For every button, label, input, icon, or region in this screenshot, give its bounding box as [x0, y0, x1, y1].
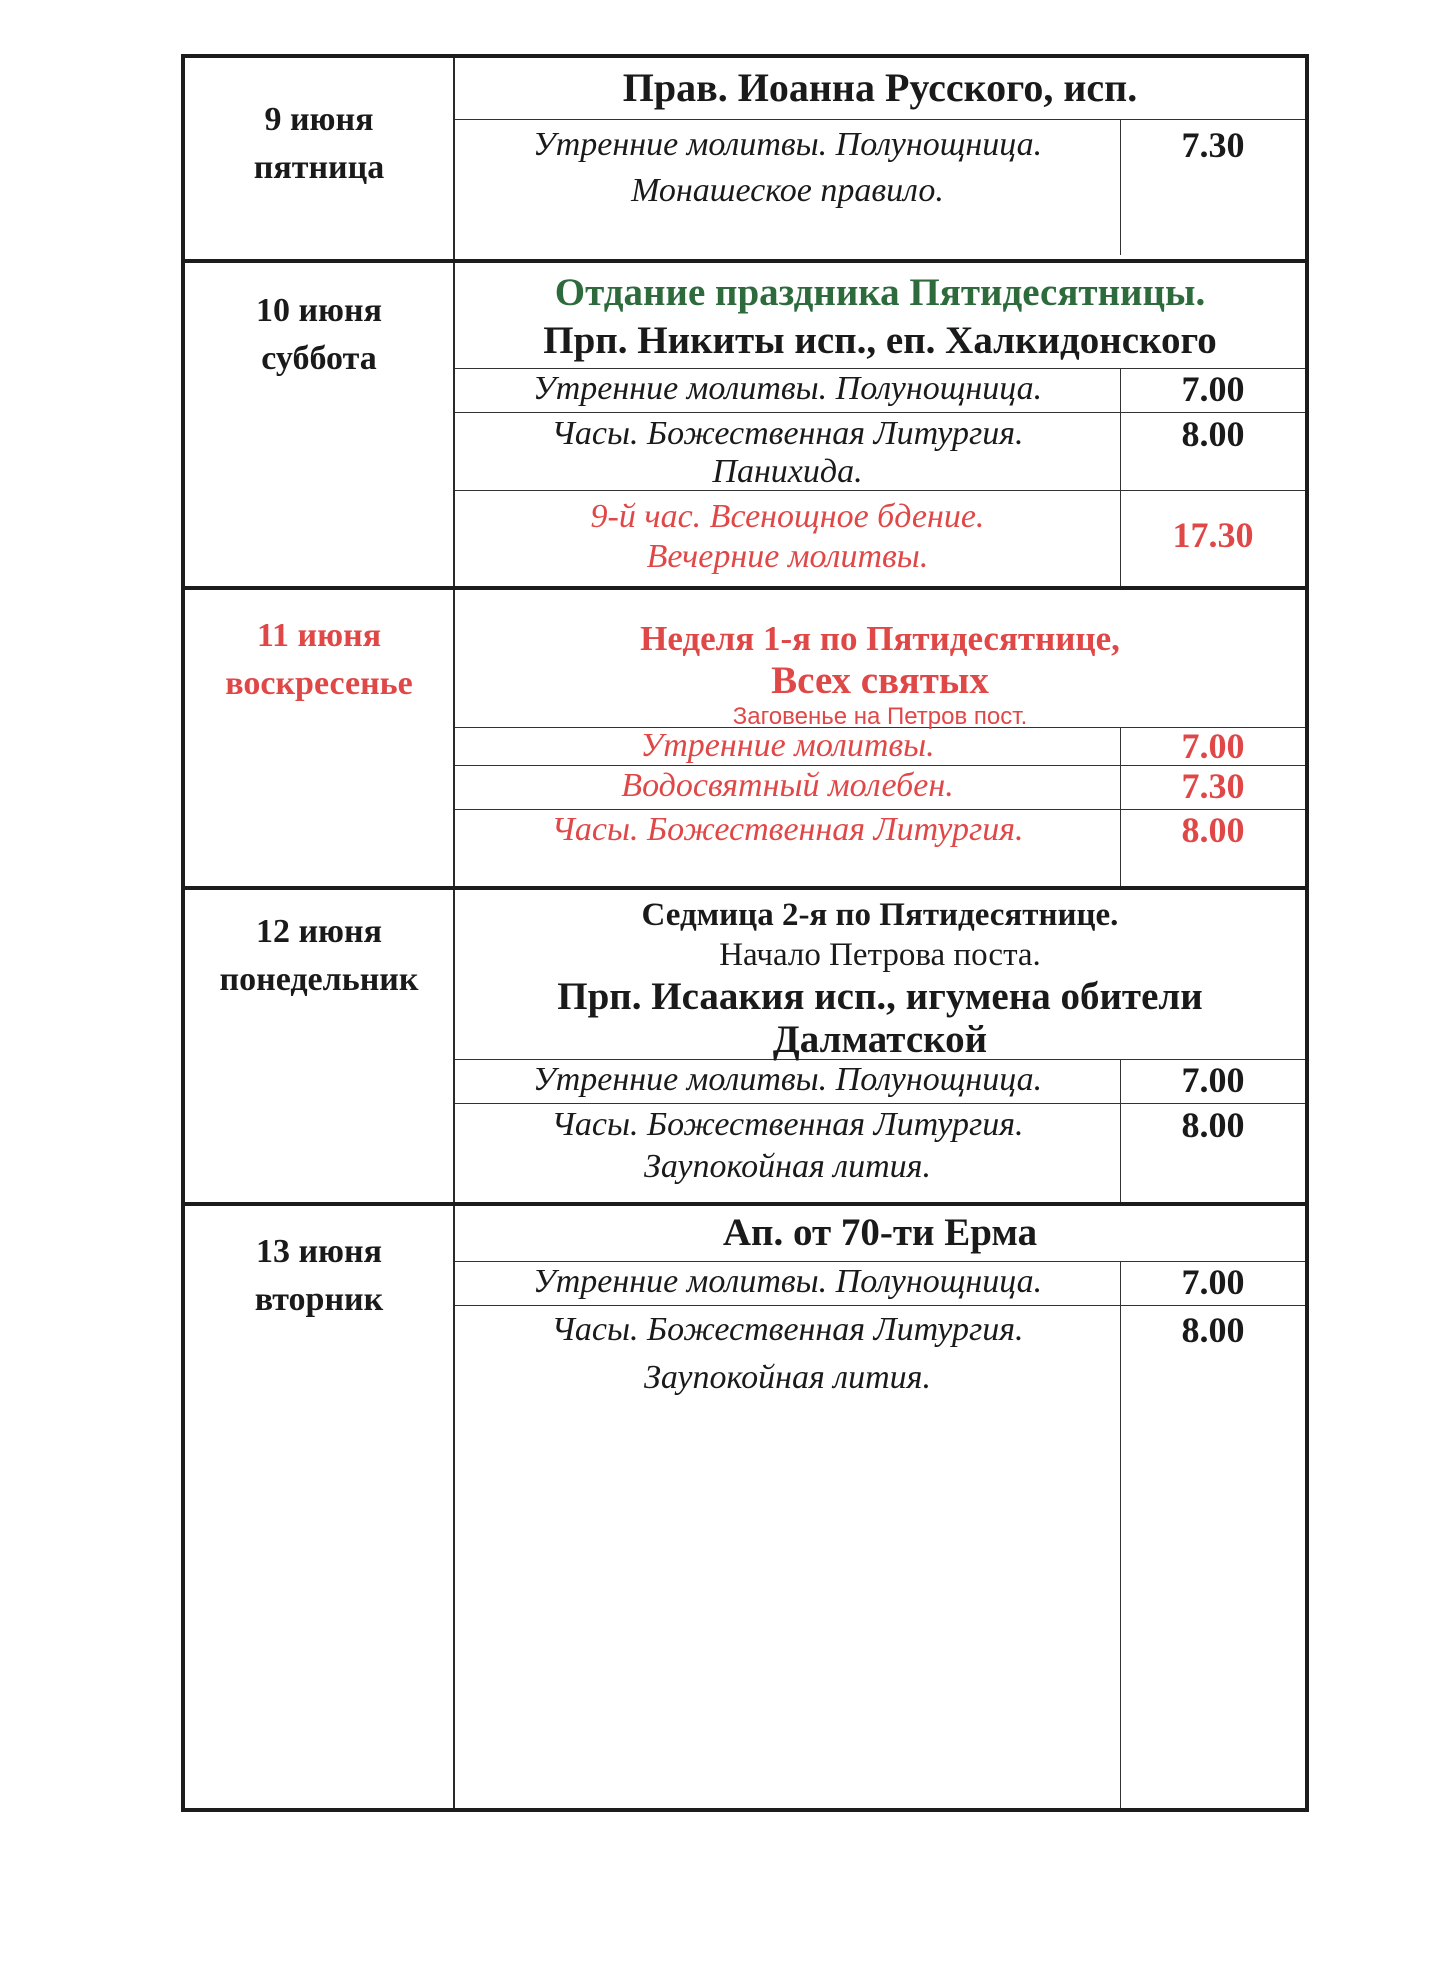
date-label: 13 июня — [255, 1233, 383, 1270]
day-heading — [455, 263, 1305, 369]
heading-line: Далматской — [772, 1018, 988, 1061]
day-content — [455, 58, 1305, 259]
day-heading — [455, 890, 1305, 1060]
service-row — [455, 413, 1305, 491]
date-label: 12 июня — [255, 913, 383, 950]
service-time: 8.00 — [1181, 1105, 1245, 1145]
subheading: Заговенье на Петров пост. — [732, 703, 1028, 730]
day-row-june-13 — [185, 1202, 1305, 1808]
service-name-line: Утренние молитвы. Полунощница. — [532, 370, 1043, 407]
service-name-line: Часы. Божественная Литургия. — [551, 1106, 1024, 1143]
heading-line: Всех святых — [771, 659, 989, 702]
service-name-line: Утренние молитвы. Полунощница. — [532, 126, 1043, 163]
day-heading — [455, 1206, 1305, 1262]
service-name-line: Заупокойная лития. — [644, 1148, 931, 1185]
service-time: 8.00 — [1181, 1310, 1245, 1350]
service-row — [455, 369, 1305, 413]
service-name-line: 9-й час. Всенощное бдение. — [590, 498, 985, 535]
service-time: 7.00 — [1181, 726, 1245, 766]
service-time: 7.30 — [1181, 125, 1245, 165]
service-row — [455, 1104, 1305, 1202]
service-name — [455, 1060, 1121, 1103]
date-label: 9 июня — [264, 101, 374, 138]
service-time: 8.00 — [1181, 414, 1245, 454]
service-row — [455, 1306, 1305, 1808]
service-name — [455, 1306, 1121, 1808]
heading-line: Ап. от 70-ти Ерма — [722, 1211, 1038, 1254]
service-name-line: Часы. Божественная Литургия. — [551, 811, 1024, 848]
service-row — [455, 810, 1305, 886]
service-name — [455, 766, 1121, 809]
heading-line: Седмица 2-я по Пятидесятнице. — [641, 897, 1119, 933]
service-name — [455, 120, 1121, 255]
service-name-line: Утренние молитвы. Полунощница. — [532, 1263, 1043, 1300]
schedule-table — [181, 54, 1309, 1812]
service-row — [455, 491, 1305, 586]
service-name-line: Утренние молитвы. — [640, 727, 935, 764]
service-time: 7.00 — [1181, 1060, 1245, 1100]
date-label: 11 июня — [256, 617, 382, 654]
service-name-line: Часы. Божественная Литургия. — [551, 1311, 1024, 1348]
service-row — [455, 728, 1305, 766]
service-row — [455, 1060, 1305, 1104]
weekday-label: вторник — [254, 1281, 384, 1318]
heading-line: Прп. Исаакия исп., игумена обители — [557, 975, 1203, 1018]
day-heading — [455, 590, 1305, 728]
service-time: 7.30 — [1181, 766, 1245, 806]
service-name-line: Водосвятный молебен. — [621, 767, 954, 804]
weekday-label: воскресенье — [225, 665, 413, 702]
heading-line: Начало Петрова поста. — [719, 937, 1041, 973]
service-name — [455, 369, 1121, 412]
service-name — [455, 413, 1121, 490]
service-time: 7.00 — [1181, 1262, 1245, 1302]
service-name-line: Часы. Божественная Литургия. — [551, 415, 1024, 452]
service-name-line: Утренние молитвы. Полунощница. — [532, 1061, 1043, 1098]
day-row-june-9 — [185, 58, 1305, 259]
heading-line: Отдание праздника Пятидесятницы. — [554, 271, 1206, 314]
heading-line: Прав. Иоанна Русского, исп. — [622, 65, 1138, 110]
heading-line: Прп. Никиты исп., еп. Халкидонского — [543, 319, 1217, 362]
date-cell — [185, 1206, 455, 1808]
date-cell — [185, 890, 455, 1202]
service-name-line: Вечерние молитвы. — [646, 538, 929, 575]
service-name — [455, 491, 1121, 586]
service-name — [455, 1104, 1121, 1202]
weekday-label: суббота — [261, 340, 377, 377]
weekday-label: понедельник — [219, 961, 419, 998]
service-name-line: Заупокойная лития. — [644, 1359, 931, 1396]
day-content — [455, 590, 1305, 886]
service-row — [455, 766, 1305, 810]
service-name — [455, 810, 1121, 886]
heading-line: Неделя 1-я по Пятидесятнице, — [640, 619, 1120, 658]
service-name-line: Монашеское правило. — [631, 172, 944, 209]
day-row-june-11 — [185, 586, 1305, 886]
service-time: 17.30 — [1172, 515, 1254, 555]
service-time: 8.00 — [1181, 810, 1245, 850]
service-name — [455, 728, 1121, 765]
day-content — [455, 263, 1305, 586]
service-name — [455, 1262, 1121, 1305]
day-content — [455, 1206, 1305, 1808]
day-heading — [455, 58, 1305, 120]
service-row — [455, 1262, 1305, 1306]
day-row-june-10 — [185, 259, 1305, 586]
date-cell — [185, 590, 455, 886]
date-label: 10 июня — [255, 292, 383, 329]
day-row-june-12 — [185, 886, 1305, 1202]
service-name-line: Панихида. — [712, 453, 863, 490]
date-cell — [185, 263, 455, 586]
service-time: 7.00 — [1181, 369, 1245, 409]
day-content — [455, 890, 1305, 1202]
weekday-label: пятница — [253, 149, 385, 186]
service-row — [455, 120, 1305, 255]
date-cell — [185, 58, 455, 259]
